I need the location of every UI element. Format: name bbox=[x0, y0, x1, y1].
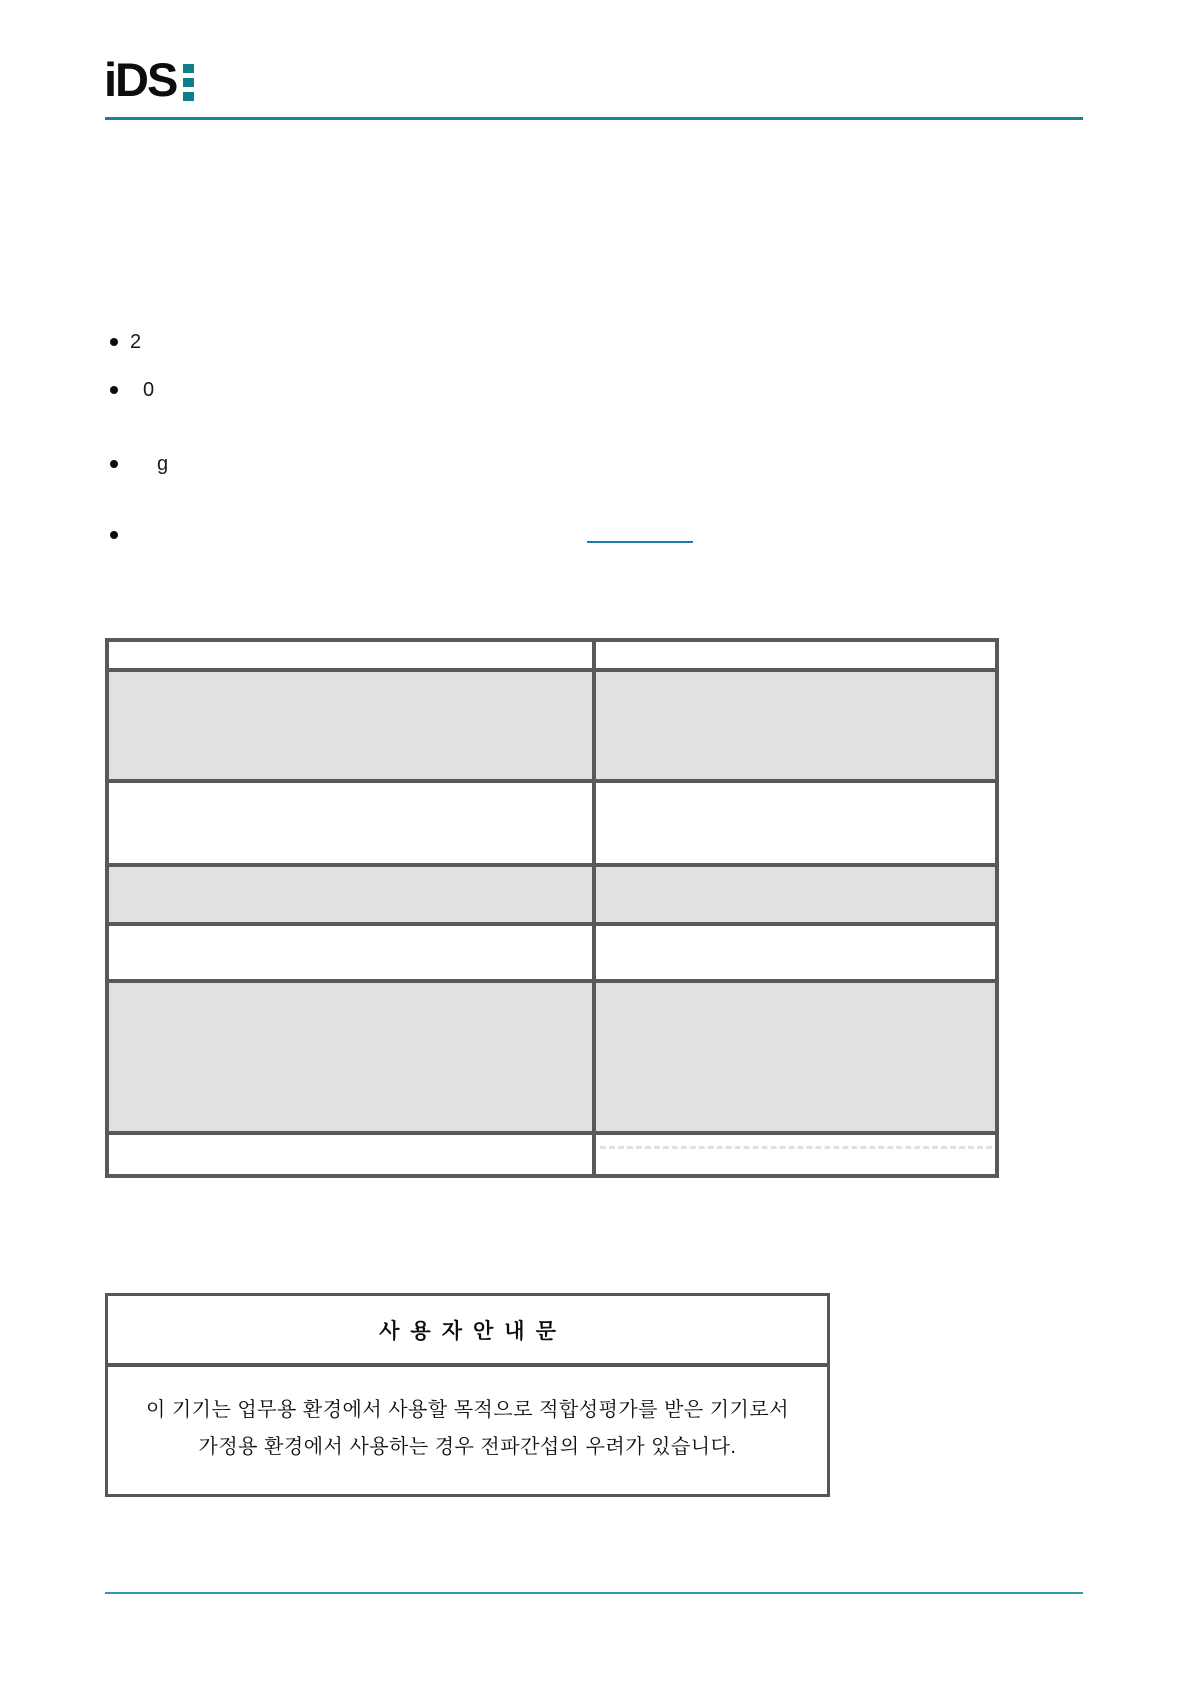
table-cell bbox=[594, 640, 997, 670]
footer-divider bbox=[105, 1592, 1083, 1594]
notice-title: 사용자안내문 bbox=[379, 1319, 567, 1343]
bullet-item-1 bbox=[110, 330, 141, 354]
notice-line-1: 이 기기는 업무용 환경에서 사용할 목적으로 적합성평가를 받은 기기로서 bbox=[145, 1399, 790, 1421]
table-cell bbox=[594, 865, 997, 924]
table-cell bbox=[107, 865, 594, 924]
table-cell bbox=[107, 670, 594, 781]
kc-notice-box bbox=[105, 1293, 830, 1497]
header-divider bbox=[105, 117, 1083, 120]
table-row bbox=[107, 924, 997, 981]
table-cell bbox=[594, 1133, 997, 1176]
notice-body bbox=[108, 1367, 827, 1494]
table-row bbox=[107, 781, 997, 865]
logo-square-icon bbox=[183, 64, 194, 73]
bullet-icon bbox=[110, 460, 118, 468]
table-cell bbox=[594, 924, 997, 981]
table-row bbox=[107, 670, 997, 781]
scan-artifact-line bbox=[600, 1146, 992, 1149]
hyperlink-underline[interactable] bbox=[587, 541, 693, 543]
bullet-item-4 bbox=[110, 523, 118, 547]
table-cell bbox=[107, 1133, 594, 1176]
table-row bbox=[107, 1133, 997, 1176]
table-cell bbox=[107, 981, 594, 1133]
table-cell bbox=[107, 640, 594, 670]
table-cell bbox=[594, 781, 997, 865]
bullet-item-3 bbox=[110, 452, 168, 476]
spec-table bbox=[105, 638, 999, 1178]
table-row bbox=[107, 865, 997, 924]
bullet-item-2 bbox=[110, 378, 154, 402]
ids-logo-colon-icon bbox=[183, 64, 194, 103]
logo-square-icon bbox=[183, 78, 194, 87]
bullet-label: g bbox=[157, 453, 169, 475]
bullet-icon bbox=[110, 531, 118, 539]
bullet-icon bbox=[110, 338, 118, 346]
table-row bbox=[107, 981, 997, 1133]
notice-line-2: 가정용 환경에서 사용하는 경우 전파간섭의 우려가 있습니다. bbox=[198, 1436, 737, 1458]
table-cell bbox=[107, 781, 594, 865]
table-cell bbox=[107, 924, 594, 981]
ids-logo bbox=[104, 53, 194, 106]
notice-title-row bbox=[108, 1296, 827, 1367]
ids-logo-text: iDS bbox=[104, 53, 177, 106]
bullet-icon bbox=[110, 386, 118, 394]
bullet-label: 0 bbox=[143, 379, 155, 401]
table-row bbox=[107, 640, 997, 670]
logo-square-icon bbox=[183, 92, 194, 101]
table-cell bbox=[594, 981, 997, 1133]
bullet-label: 2 bbox=[130, 331, 142, 353]
table-cell bbox=[594, 670, 997, 781]
